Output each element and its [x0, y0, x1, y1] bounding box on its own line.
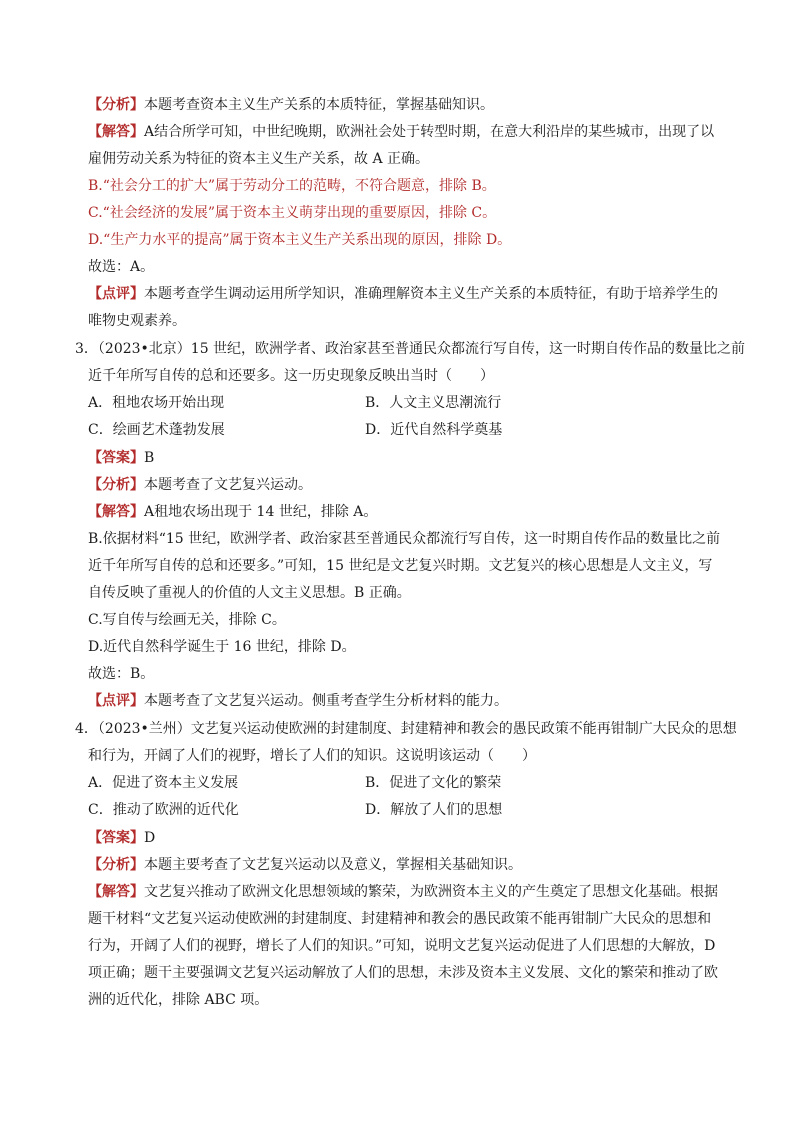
q4-option-b: B．促进了文化的繁荣: [365, 775, 502, 791]
q4-detail-cont4: 洲的近代化，排除 ABC 项。: [88, 992, 269, 1008]
q3-detail-b-cont: 近千年所写自传的总和还要多。”可知，15 世纪是文艺复兴时期。文艺复兴的核心思想是人文主义，写: [88, 558, 713, 574]
q4-stem: 4．（2023•兰州）文艺复兴运动使欧洲的封建制度、封建精神和教会的愚民政策不能再钳制广大民众的思想: [75, 721, 737, 737]
q2-detail-a-cont: 雇佣劳动关系为特征的资本主义生产关系，故 A 正确。: [88, 151, 430, 167]
q3-comment: 【点评】本题考查了文艺复兴运动。侧重考查学生分析材料的能力。: [88, 693, 508, 709]
q3-detail-c: C.写自传与绘画无关，排除 C。: [88, 612, 286, 628]
q3-detail-d: D.近代自然科学诞生于 16 世纪，排除 D。: [88, 639, 356, 655]
q3-stem: 3．（2023•北京）15 世纪，欧洲学者、政治家甚至普通民众都流行写自传，这一时期自传作品的数量比之前: [75, 341, 746, 357]
q2-analysis: 【分析】本题考查资本主义生产关系的本质特征，掌握基础知识。: [88, 97, 494, 113]
q2-detail-d: D.“生产力水平的提高”属于资本主义生产关系出现的原因，排除 D。: [88, 232, 512, 248]
q3-answer: 【答案】B: [88, 450, 155, 466]
q4-detail-cont3: 项正确；题干主要强调文艺复兴运动解放了人们的思想，未涉及资本主义发展、文化的繁荣和推动了欧: [88, 965, 718, 981]
q4-stem-cont: 和行为，开阔了人们的视野，增长了人们的知识。这说明该运动（ ）: [88, 748, 536, 764]
q4-detail-cont: 题干材料“文艺复兴运动使欧洲的封建制度、封建精神和教会的愚民政策不能再钳制广大民众的思想和: [88, 911, 712, 927]
q3-option-d: D．近代自然科学奠基: [365, 422, 503, 438]
q3-detail-a: 【解答】A租地农场出现于 14 世纪，排除 A。: [88, 504, 378, 520]
q2-comment: 【点评】本题考查学生调动运用所学知识，准确理解资本主义生产关系的本质特征，有助于培养学生的: [88, 286, 718, 302]
q3-choose: 故选：B。: [88, 666, 155, 682]
q4-option-d: D．解放了人们的思想: [365, 802, 503, 818]
q2-detail-a: 【解答】A结合所学可知，中世纪晚期，欧洲社会处于转型时期，在意大利沿岸的某些城市，出现了以: [88, 124, 715, 140]
q3-stem-cont: 近千年所写自传的总和还要多。这一历史现象反映出当时（ ）: [88, 368, 494, 384]
q3-analysis: 【分析】本题考查了文艺复兴运动。: [88, 477, 312, 493]
q3-detail-b-cont2: 自传反映了重视人的价值的人文主义思想。B 正确。: [88, 585, 411, 601]
q2-choose: 故选：A。: [88, 259, 155, 275]
q2-detail-c: C.“社会经济的发展”属于资本主义萌芽出现的重要原因，排除 C。: [88, 205, 497, 221]
q3-detail-b: B.依据材料“15 世纪，欧洲学者、政治家甚至普通民众都流行写自传，这一时期自传作品的数量比之前: [88, 531, 721, 547]
q4-detail-cont2: 行为，开阔了人们的视野，增长了人们的知识。”可知，说明文艺复兴运动促进了人们思想的大解放，D: [88, 938, 716, 954]
q4-option-c: C．推动了欧洲的近代化: [88, 802, 239, 818]
q4-option-a: A．促进了资本主义发展: [88, 775, 239, 791]
q4-analysis: 【分析】本题主要考查了文艺复兴运动以及意义，掌握相关基础知识。: [88, 857, 522, 873]
q4-detail: 【解答】文艺复兴推动了欧洲文化思想领域的繁荣，为欧洲资本主义的产生奠定了思想文化基础。根据: [88, 884, 718, 900]
q3-option-a: A．租地农场开始出现: [88, 395, 225, 411]
q4-answer: 【答案】D: [88, 830, 156, 846]
q3-option-c: C．绘画艺术蓬勃发展: [88, 422, 225, 438]
q2-detail-b: B.“社会分工的扩大”属于劳动分工的范畴，不符合题意，排除 B。: [88, 178, 496, 194]
q3-option-b: B．人文主义思潮流行: [365, 395, 502, 411]
q2-comment-cont: 唯物史观素养。: [88, 313, 186, 329]
